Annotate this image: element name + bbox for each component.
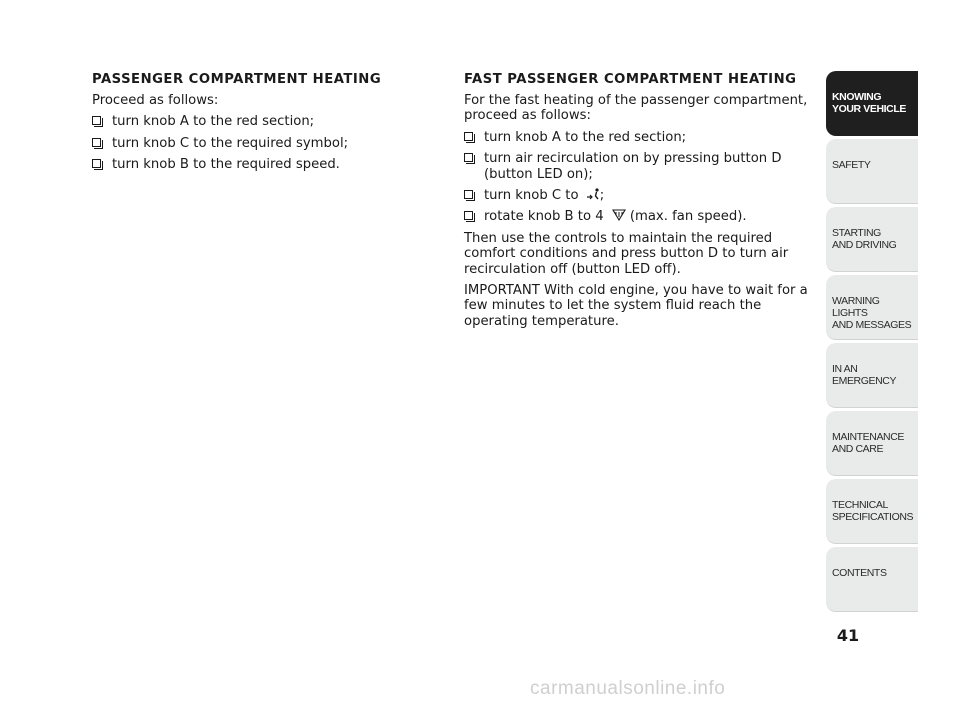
checkbox-bullet-icon: [464, 190, 473, 199]
checkbox-bullet-icon: [464, 132, 473, 141]
list-item-text: turn knob C to the required symbol;: [112, 135, 349, 151]
list-item: [464, 188, 814, 203]
tab-label: CONTENTS: [832, 567, 887, 579]
fan-speed-icon: [612, 209, 626, 221]
list-item-text: ;: [599, 188, 605, 204]
tab-warning-lights[interactable]: [826, 275, 918, 340]
checkbox-bullet-icon: [92, 116, 101, 125]
paragraph: Then use the controls to maintain the required comfort conditions and press button D to turn air recirculation off (button LED off).: [464, 230, 789, 277]
list-item-text: turn knob A to the red section;: [112, 114, 315, 130]
intro-text: For the fast heating of the passenger compartment, proceed as follows:: [464, 93, 808, 124]
tab-contents[interactable]: [826, 547, 918, 612]
tab-label: KNOWING YOUR VEHICLE: [832, 91, 906, 115]
list-item: [464, 151, 814, 182]
steps-list: [464, 130, 814, 225]
tab-label: SAFETY: [832, 159, 871, 171]
list-item-text: (max. fan speed).: [629, 209, 747, 225]
page-number: 41: [836, 626, 860, 645]
list-item: [92, 114, 422, 129]
list-item-text: turn air recirculation on by pressing button D (button LED on);: [484, 151, 782, 182]
list-item: [92, 136, 422, 151]
tab-label: MAINTENANCE AND CARE: [832, 431, 905, 455]
tab-starting-and-driving[interactable]: [826, 207, 918, 272]
intro-text: Proceed as follows:: [92, 93, 219, 108]
chapter-sidebar: [826, 71, 918, 615]
tab-technical-specifications[interactable]: [826, 479, 918, 544]
tab-safety[interactable]: [826, 139, 918, 204]
list-item-text: rotate knob B to 4: [484, 209, 604, 225]
list-item-text: turn knob A to the red section;: [484, 129, 687, 145]
air-flow-feet-icon: [586, 188, 600, 201]
list-item: [464, 130, 814, 145]
tab-label: IN AN EMERGENCY: [832, 363, 897, 387]
watermark: carmanualsonline.info: [530, 678, 726, 699]
tab-label: TECHNICAL SPECIFICATIONS: [832, 499, 914, 523]
tab-label: STARTING AND DRIVING: [832, 227, 897, 251]
list-item-text: turn knob C to: [484, 188, 579, 204]
tab-in-an-emergency[interactable]: [826, 343, 918, 408]
list-item: [464, 209, 814, 224]
section-heading: PASSENGER COMPARTMENT HEATING: [92, 72, 382, 87]
tab-label: WARNING LIGHTS AND MESSAGES: [832, 295, 912, 331]
tab-maintenance-and-care[interactable]: [826, 411, 918, 476]
checkbox-bullet-icon: [464, 153, 473, 162]
steps-list: [92, 114, 422, 172]
left-column: [92, 72, 422, 179]
section-heading: FAST PASSENGER COMPARTMENT HEATING: [464, 72, 797, 87]
checkbox-bullet-icon: [464, 211, 473, 220]
important-note: IMPORTANT With cold engine, you have to wait for a few minutes to let the system fluid reach the operating temperature.: [464, 283, 808, 329]
checkbox-bullet-icon: [92, 138, 101, 147]
list-item: [92, 157, 422, 172]
right-column: [464, 72, 814, 335]
list-item-text: turn knob B to the required speed.: [112, 157, 340, 173]
tab-knowing-your-vehicle[interactable]: [826, 71, 918, 136]
checkbox-bullet-icon: [92, 159, 101, 168]
